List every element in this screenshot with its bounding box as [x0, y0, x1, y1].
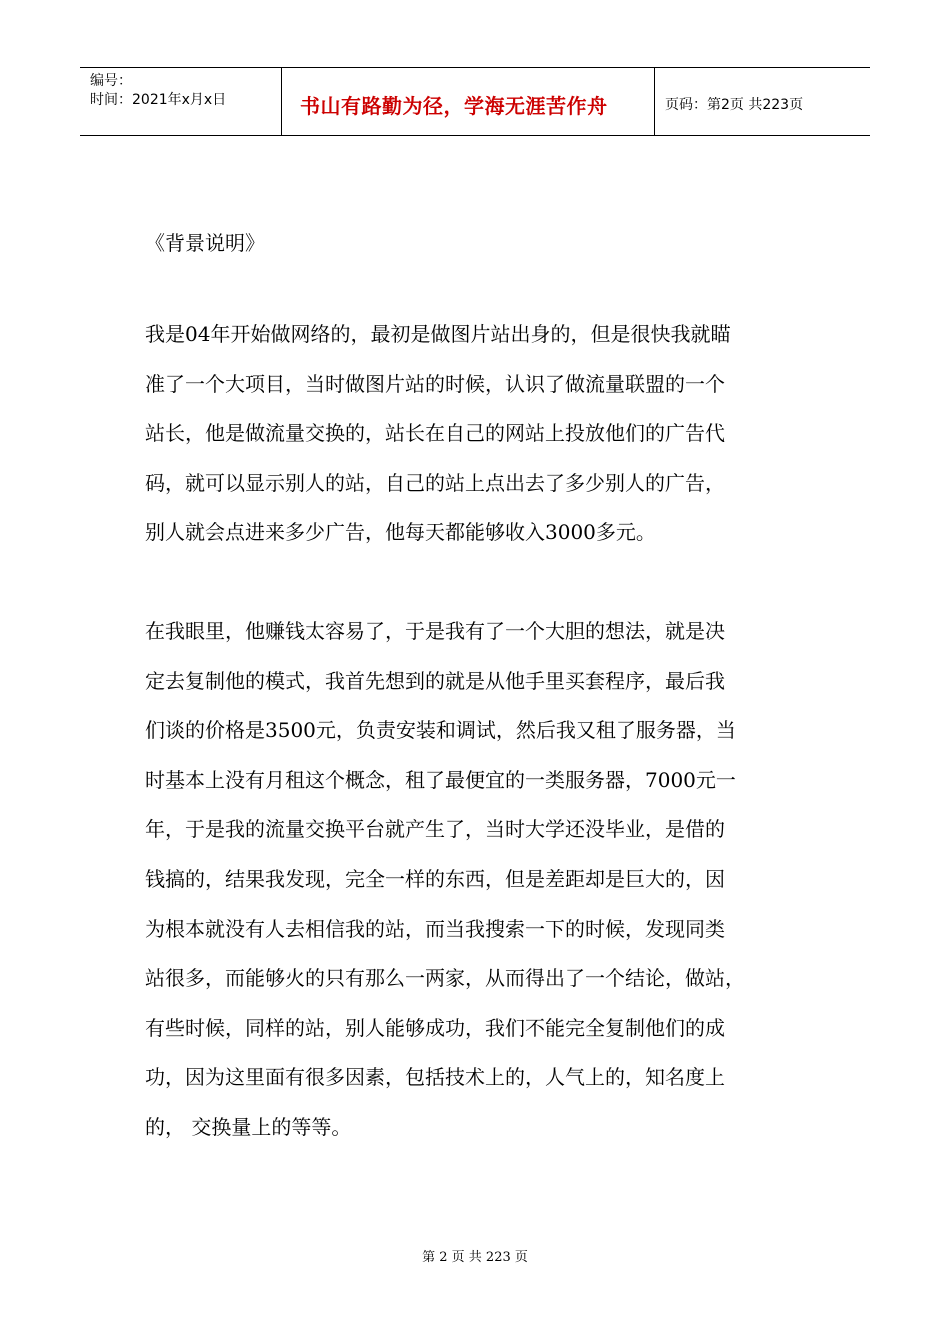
paragraph-line: 年，于是我的流量交换平台就产生了，当时大学还没毕业，是借的 [145, 817, 725, 842]
paragraph-line: 的， 交换量上的等等。 [145, 1114, 352, 1139]
paragraph-line: 站长，他是做流量交换的，站长在自己的网站上投放他们的广告代 [145, 421, 725, 446]
paragraph-line: 定去复制他的模式，我首先想到的就是从他手里买套程序，最后我 [145, 668, 725, 693]
motto-text: 书山有路勤为径，学海无涯苦作舟 [300, 94, 608, 118]
paragraph-line: 站很多，而能够火的只有那么一两家，从而得出了一个结论，做站， [145, 966, 745, 991]
header-meta-cell [80, 68, 282, 135]
paragraph-line: 时基本上没有月租这个概念，租了最便宜的一类服务器，7000元一 [145, 767, 736, 792]
paragraph-2 [145, 607, 815, 1153]
paragraph-line: 准了一个大项目，当时做图片站的时候，认识了做流量联盟的一个 [145, 371, 725, 396]
document-header [80, 67, 870, 136]
paragraph-line: 有些时候，同样的站，别人能够成功，我们不能完全复制他们的成 [145, 1015, 725, 1040]
paragraph-line: 码，就可以显示别人的站，自己的站上点出去了多少别人的广告， [145, 470, 725, 495]
document-title: 《背景说明》 [145, 231, 265, 255]
paragraph-line: 功，因为这里面有很多因素，包括技术上的，人气上的，知名度上 [145, 1065, 725, 1090]
page-footer: 第 2 页 共 223 页 [422, 1250, 528, 1265]
paragraph-line: 在我眼里，他赚钱太容易了，于是我有了一个大胆的想法，就是决 [145, 619, 725, 643]
header-page-cell [655, 68, 870, 135]
paragraph-1 [145, 310, 815, 558]
paragraph-line: 们谈的价格是3500元，负责安装和调试，然后我又租了服务器，当 [145, 718, 736, 743]
paragraph-line: 为根本就没有人去相信我的站，而当我搜索一下的时候，发现同类 [145, 916, 725, 941]
page-info: 页码：第2页 共223页 [665, 97, 804, 113]
paragraph-line: 钱搞的，结果我发现，完全一样的东西，但是差距却是巨大的，因 [145, 866, 725, 891]
date-line: 时间：2021年x月x日 [90, 92, 227, 108]
paragraph-line: 别人就会点进来多少广告，他每天都能够收入3000多元。 [145, 520, 656, 545]
header-motto-cell [282, 68, 655, 135]
number-label: 编号： [90, 73, 132, 89]
paragraph-line: 我是04年开始做网络的，最初是做图片站出身的，但是很快我就瞄 [145, 322, 731, 346]
